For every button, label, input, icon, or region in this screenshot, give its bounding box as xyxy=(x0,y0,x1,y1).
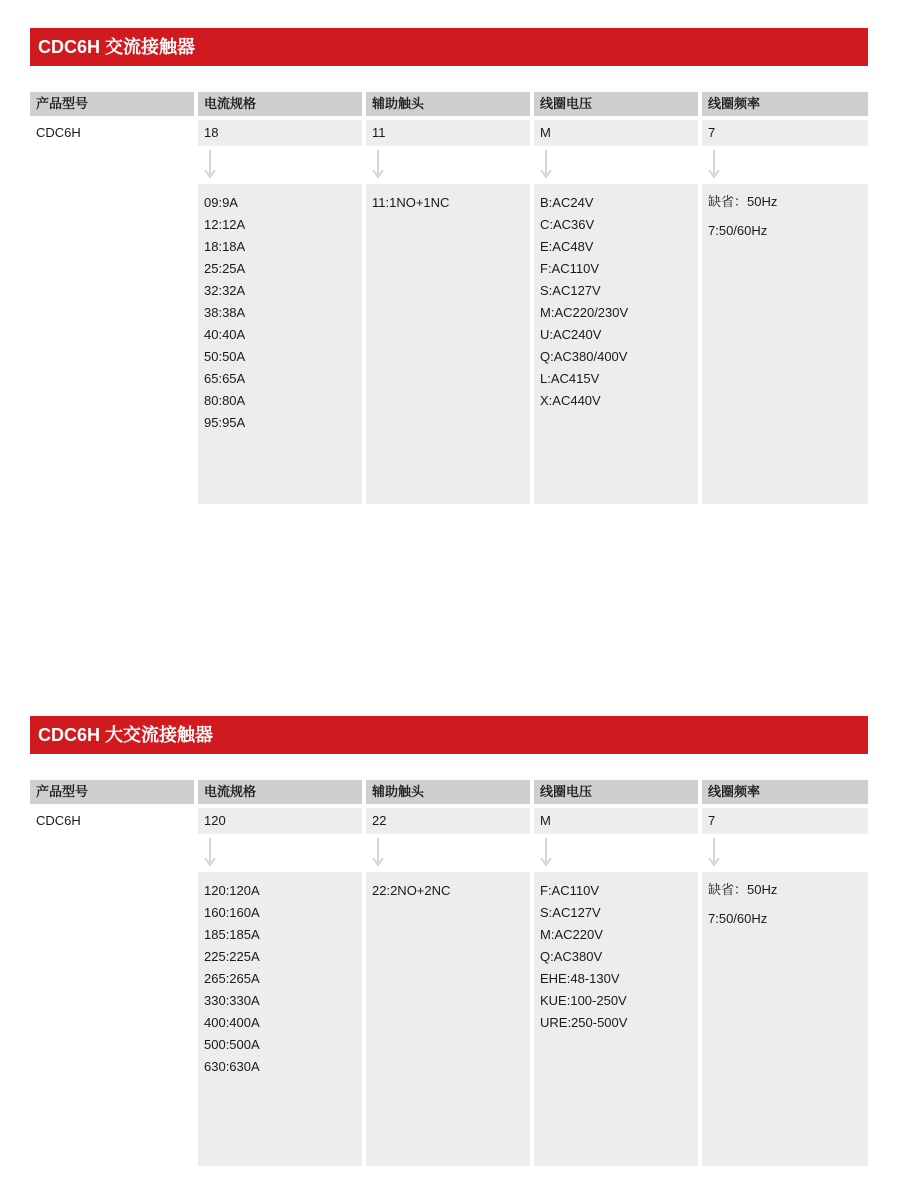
down-arrow-icon xyxy=(539,838,553,870)
option-item: L:AC415V xyxy=(540,371,600,386)
options-coil-frequency xyxy=(702,184,868,504)
option-item: 120:120A xyxy=(204,883,260,898)
value-aux-contact: 11 xyxy=(366,120,530,146)
option-item: 25:25A xyxy=(204,261,246,276)
option-item: 09:9A xyxy=(204,195,238,210)
option-item: 缺省：50Hz xyxy=(708,882,778,897)
option-item: 32:32A xyxy=(204,283,246,298)
value-model: CDC6H xyxy=(36,125,81,140)
option-item: KUE:100-250V xyxy=(540,993,627,1008)
header-coil-frequency: 线圈频率 xyxy=(702,92,868,116)
option-item: 160:160A xyxy=(204,905,260,920)
value-coil-voltage: M xyxy=(534,120,698,146)
options-coil-voltage xyxy=(534,872,698,1166)
option-item: S:AC127V xyxy=(540,905,601,920)
option-item: X:AC440V xyxy=(540,393,601,408)
header-coil-voltage: 线圈电压 xyxy=(534,780,698,804)
header-current: 电流规格 xyxy=(198,780,362,804)
value-coil-frequency: 7 xyxy=(702,120,868,146)
option-item: 630:630A xyxy=(204,1059,260,1074)
header-current: 电流规格 xyxy=(198,92,362,116)
down-arrow-icon xyxy=(707,838,721,870)
option-item: B:AC24V xyxy=(540,195,594,210)
down-arrow-icon xyxy=(203,838,217,870)
option-item: S:AC127V xyxy=(540,283,601,298)
option-item: 11:1NO+1NC xyxy=(372,195,450,210)
header-coil-voltage: 线圈电压 xyxy=(534,92,698,116)
option-item: 185:185A xyxy=(204,927,260,942)
option-item: U:AC240V xyxy=(540,327,602,342)
value-aux-contact: 22 xyxy=(366,808,530,834)
option-item: 80:80A xyxy=(204,393,246,408)
option-item: EHE:48-130V xyxy=(540,971,620,986)
option-item: 12:12A xyxy=(204,217,246,232)
option-item: 400:400A xyxy=(204,1015,260,1030)
value-coil-frequency: 7 xyxy=(702,808,868,834)
options-aux-contact xyxy=(366,184,530,504)
option-item: Q:AC380V xyxy=(540,949,603,964)
section-title: CDC6H 交流接触器 xyxy=(30,28,868,66)
option-item: 65:65A xyxy=(204,371,246,386)
option-item: 22:2NO+2NC xyxy=(372,883,451,898)
header-model: 产品型号 xyxy=(30,92,194,116)
section-title: CDC6H 大交流接触器 xyxy=(30,716,868,754)
option-item: 7:50/60Hz xyxy=(708,911,768,926)
option-item: 225:225A xyxy=(204,949,260,964)
header-coil-frequency: 线圈频率 xyxy=(702,780,868,804)
option-item: M:AC220V xyxy=(540,927,603,942)
option-item: 50:50A xyxy=(204,349,246,364)
header-model: 产品型号 xyxy=(30,780,194,804)
option-item: F:AC110V xyxy=(540,883,600,898)
option-item: E:AC48V xyxy=(540,239,594,254)
value-model: CDC6H xyxy=(36,813,81,828)
option-item: 40:40A xyxy=(204,327,246,342)
option-item: C:AC36V xyxy=(540,217,595,232)
options-current xyxy=(198,184,362,504)
option-item: 38:38A xyxy=(204,305,246,320)
down-arrow-icon xyxy=(539,150,553,182)
option-item: 95:95A xyxy=(204,415,246,430)
header-aux-contact: 辅助触头 xyxy=(366,92,530,116)
options-coil-voltage xyxy=(534,184,698,504)
down-arrow-icon xyxy=(203,150,217,182)
option-item: F:AC110V xyxy=(540,261,600,276)
options-coil-frequency xyxy=(702,872,868,1166)
option-item: Q:AC380/400V xyxy=(540,349,628,364)
value-current: 120 xyxy=(198,808,362,834)
option-item: 7:50/60Hz xyxy=(708,223,768,238)
down-arrow-icon xyxy=(371,150,385,182)
option-item: 330:330A xyxy=(204,993,260,1008)
options-aux-contact xyxy=(366,872,530,1166)
option-item: 缺省：50Hz xyxy=(708,194,778,209)
options-current xyxy=(198,872,362,1166)
option-item: M:AC220/230V xyxy=(540,305,629,320)
down-arrow-icon xyxy=(371,838,385,870)
value-coil-voltage: M xyxy=(534,808,698,834)
down-arrow-icon xyxy=(707,150,721,182)
option-item: 18:18A xyxy=(204,239,246,254)
value-current: 18 xyxy=(198,120,362,146)
header-aux-contact: 辅助触头 xyxy=(366,780,530,804)
option-item: 265:265A xyxy=(204,971,260,986)
option-item: URE:250-500V xyxy=(540,1015,628,1030)
option-item: 500:500A xyxy=(204,1037,260,1052)
